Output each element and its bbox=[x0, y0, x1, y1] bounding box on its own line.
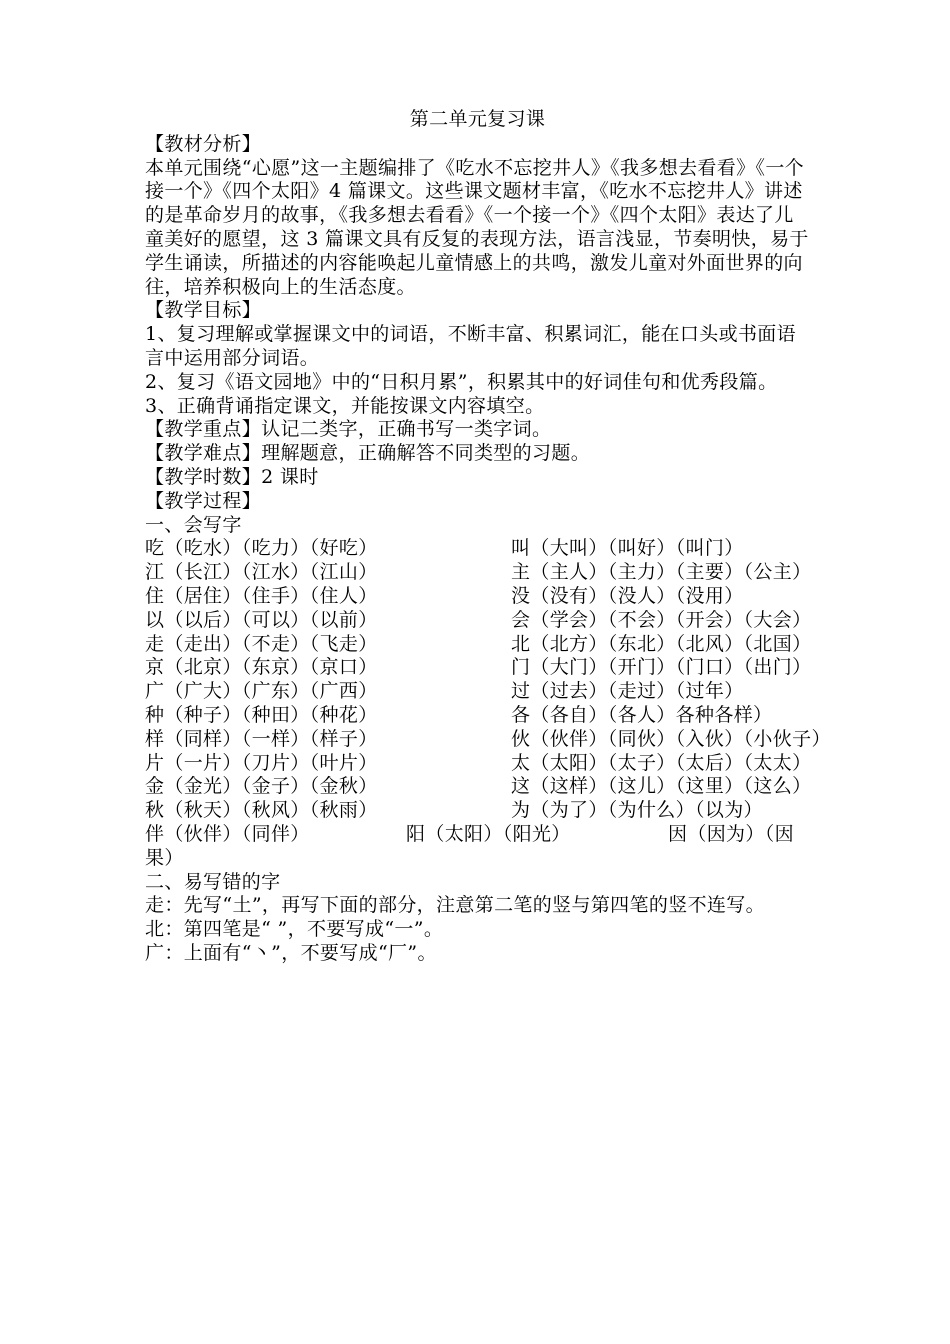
word-entry: 金（金光）（金子）（金秋） bbox=[145, 775, 378, 798]
word-entry: 会（学会）（不会）（开会）（大会） bbox=[511, 608, 812, 631]
word-entry: 片（一片）（刀片）（叶片） bbox=[145, 751, 378, 774]
difficulty: 【教学难点】理解题意，正确解答不同类型的习题。 bbox=[145, 442, 591, 465]
word-row bbox=[145, 656, 810, 680]
word-entry: 伙（伙伴）（同伙）（入伙）（小伙子） bbox=[511, 727, 831, 750]
word-row bbox=[145, 609, 810, 633]
word-list bbox=[145, 537, 831, 870]
word-entry: 太（太阳）（太子）（太后）（太太） bbox=[511, 751, 812, 774]
word-entry: 过（过去）（走过）（过年） bbox=[511, 680, 744, 703]
part1-heading: 一、会写字 bbox=[145, 513, 242, 536]
word-entry: 住（居住）（住手）（住人） bbox=[145, 584, 378, 607]
word-entry: 因（因为）（因果） bbox=[145, 822, 794, 869]
word-row bbox=[145, 561, 810, 585]
error-item: 走：先写“土”，再写下面的部分，注意第二笔的竖与第四笔的竖不连写。 bbox=[145, 894, 765, 917]
word-entry: 走（走出）（不走）（飞走） bbox=[145, 632, 378, 655]
word-entry: 叫（大叫）（叫好）（叫门） bbox=[511, 537, 744, 560]
analysis-body: 本单元围绕“心愿”这一主题编排了《吃水不忘挖井人》《我多想去看看》《一个接一个》《四个太阳》4 篇课文。这些课文题材丰富，《吃水不忘挖井人》讲述的是革命岁月的故事，《我多想去看看》《一个接一个》《四个太阳》表达了儿童美好的愿望，这 3 篇课文具有反复的表现方法，语言浅显，节奏明快，易于学生诵读，所描述的内容能唤起儿童情感上的共鸣，激发儿童对外面世界的向往，培养积极向上的生活态度。 bbox=[145, 156, 809, 298]
page-title: 第二单元复习课 bbox=[409, 108, 546, 130]
word-entry: 秋（秋天）（秋风）（秋雨） bbox=[145, 799, 378, 822]
word-row bbox=[145, 537, 810, 561]
word-entry: 样（同样）（一样）（样子） bbox=[145, 727, 378, 750]
word-entry: 为（为了）（为什么）（以为） bbox=[511, 799, 763, 822]
analysis-heading: 【教材分析】 bbox=[145, 132, 262, 155]
goals-heading: 【教学目标】 bbox=[145, 299, 262, 322]
word-row bbox=[145, 704, 810, 728]
word-entry: 主（主人）（主力）（主要）（公主） bbox=[511, 561, 812, 584]
word-row bbox=[145, 585, 810, 609]
word-entry: 各（各自）（各人）各种各样） bbox=[511, 703, 773, 726]
document-page bbox=[145, 108, 831, 966]
word-entry: 门（大门）（开门）（门口）（出门） bbox=[511, 656, 812, 679]
word-row bbox=[145, 799, 810, 823]
word-entry: 阳（太阳）（阳光） bbox=[406, 822, 571, 845]
goal-item: 3、正确背诵指定课文，并能按课文内容填空。 bbox=[145, 394, 545, 417]
word-entry: 吃（吃水）（吃力）（好吃） bbox=[145, 537, 378, 560]
word-row bbox=[145, 633, 810, 657]
goal-item: 1、复习理解或掌握课文中的词语，不断丰富、积累词汇，能在口头或书面语言中运用部分词语。 bbox=[145, 323, 796, 369]
teaching-hours: 【教学时数】2 课时 bbox=[145, 465, 319, 488]
word-entry: 这（这样）（这儿）（这里）（这么） bbox=[511, 775, 812, 798]
part2-heading: 二、易写错的字 bbox=[145, 870, 281, 893]
word-entry: 没（没有）（没人）（没用） bbox=[511, 584, 744, 607]
word-entry: 伴（伙伴）（同伴） bbox=[145, 822, 310, 845]
error-item: 广：上面有“丶”，不要写成“厂”。 bbox=[145, 941, 437, 964]
error-item: 北：第四笔是“ ”，不要写成“一”。 bbox=[145, 918, 444, 941]
word-entry: 广（广大）（广东）（广西） bbox=[145, 680, 378, 703]
word-entry: 以（以后）（可以）（以前） bbox=[145, 608, 378, 631]
word-row bbox=[145, 775, 810, 799]
goal-item: 2、复习《语文园地》中的“日积月累”，积累其中的好词佳句和优秀段篇。 bbox=[145, 370, 778, 393]
word-entry: 北（北方）（东北）（北风）（北国） bbox=[511, 632, 812, 655]
word-row bbox=[145, 727, 831, 752]
word-row bbox=[145, 680, 810, 704]
process-heading: 【教学过程】 bbox=[145, 489, 262, 512]
word-entry: 种（种子）（种田）（种花） bbox=[145, 703, 378, 726]
word-row bbox=[145, 752, 810, 776]
word-row bbox=[145, 823, 810, 871]
key-point: 【教学重点】认记二类字，正确书写一类字词。 bbox=[145, 418, 552, 441]
word-entry: 京（北京）（东京）（京口） bbox=[145, 656, 378, 679]
word-entry: 江（长江）（江水）（江山） bbox=[145, 561, 378, 584]
